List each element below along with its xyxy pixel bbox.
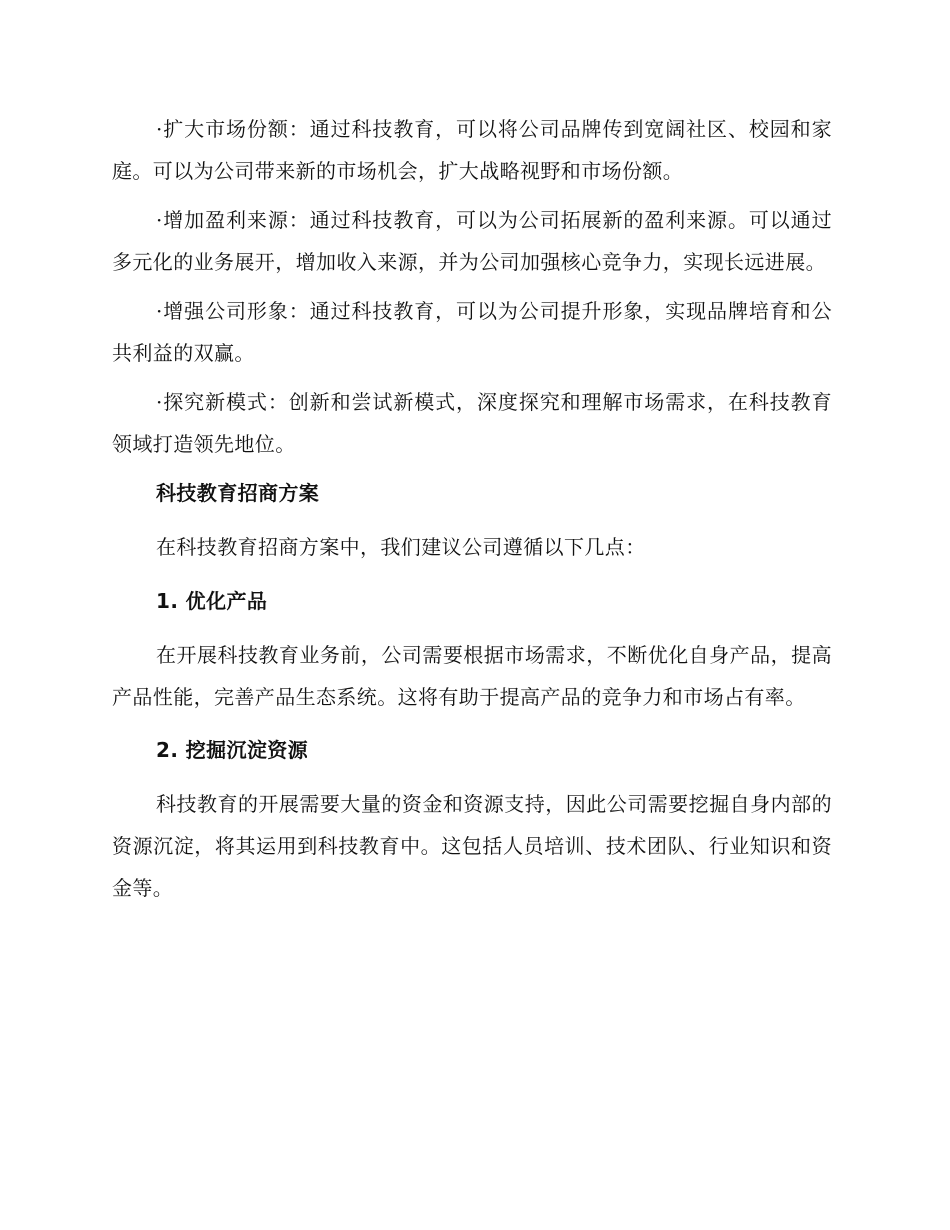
- point-1-body: 在开展科技教育业务前，公司需要根据市场需求，不断优化自身产品，提高产品性能，完善产品生态系统。这将有助于提高产品的竞争力和市场占有率。: [112, 643, 832, 709]
- bullet-new-models: ·探究新模式：创新和尝试新模式，深度探究和理解市场需求，在科技教育领域打造领先地位。: [112, 390, 832, 456]
- document-body: [112, 108, 832, 920]
- point-2-heading: 2. 挖掘沉淀资源: [156, 738, 309, 762]
- section-title: 科技教育招商方案: [156, 481, 320, 505]
- point-2-body: 科技教育的开展需要大量的资金和资源支持，因此公司需要挖掘自身内部的资源沉淀，将其运用到科技教育中。这包括人员培训、技术团队、行业知识和资金等。: [112, 792, 832, 900]
- bullet-company-image: ·增强公司形象：通过科技教育，可以为公司提升形象，实现品牌培育和公共利益的双赢。: [112, 299, 832, 365]
- bullet-profit-sources: ·增加盈利来源：通过科技教育，可以为公司拓展新的盈利来源。可以通过多元化的业务展开，增加收入来源，并为公司加强核心竞争力，实现长远进展。: [112, 208, 832, 274]
- section-intro: 在科技教育招商方案中，我们建议公司遵循以下几点：: [156, 535, 646, 559]
- bullet-market-share: ·扩大市场份额：通过科技教育，可以将公司品牌传到宽阔社区、校园和家庭。可以为公司带来新的市场机会，扩大战略视野和市场份额。: [112, 117, 832, 183]
- point-1-heading: 1. 优化产品: [156, 589, 268, 613]
